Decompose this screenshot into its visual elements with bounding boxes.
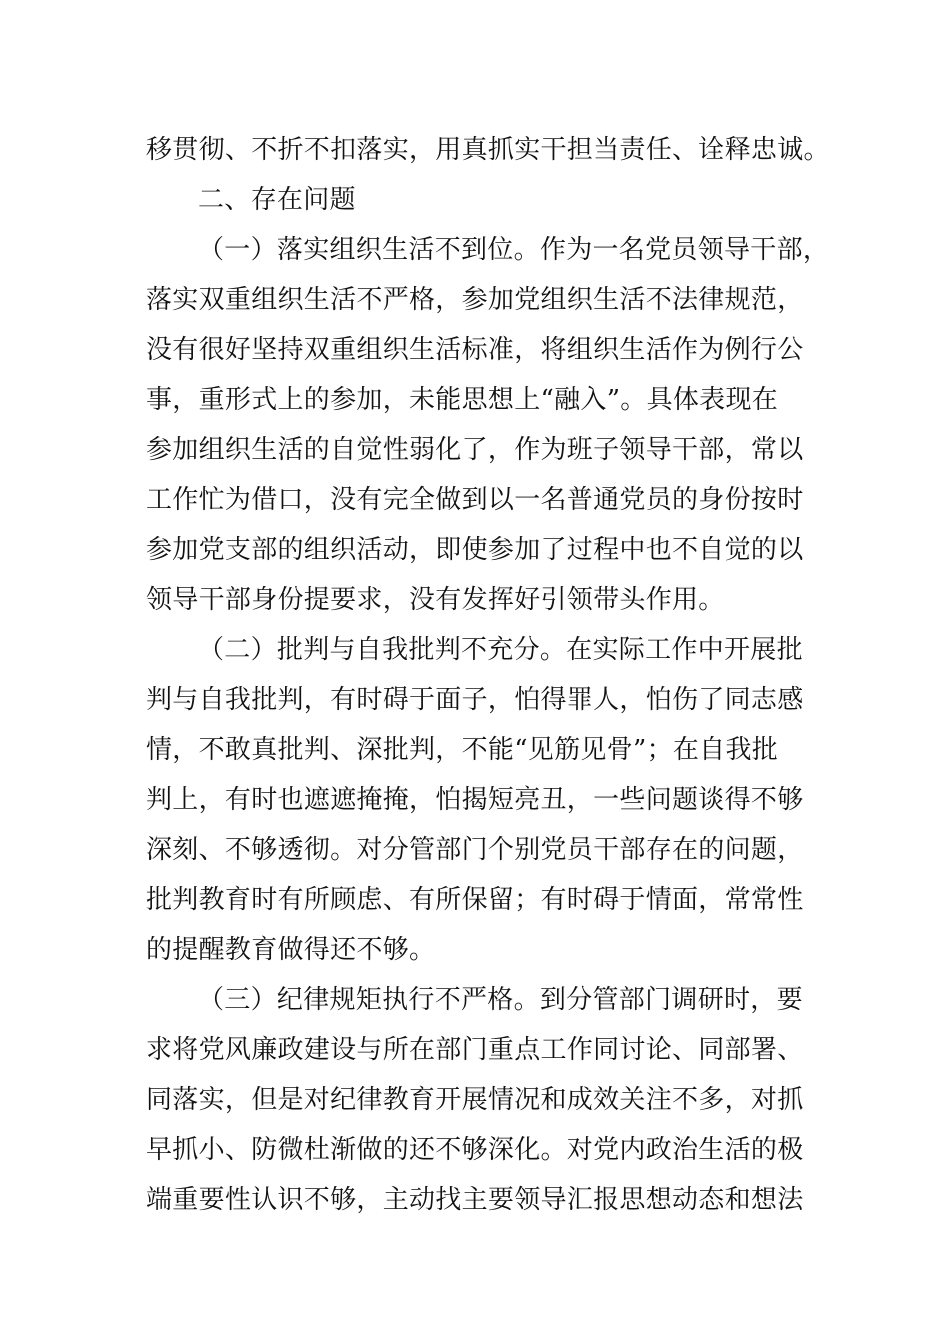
text-line-20: 同落实，但是对纪律教育开展情况和成效关注不多，对抓 bbox=[146, 1085, 804, 1115]
text-line-4: 落实双重组织生活不严格，参加党组织生活不法律规范， bbox=[146, 285, 804, 315]
text-line-13: 情，不敢真批判、深批判，不能“见筋见骨”；在自我批 bbox=[146, 735, 779, 765]
text-line-6: 事，重形式上的参加，未能思想上“融入”。具体表现在 bbox=[146, 385, 779, 415]
text-line-17: 的提醒教育做得还不够。 bbox=[146, 935, 436, 965]
text-line-1: 移贯彻、不折不扣落实，用真抓实干担当责任、诠释忠诚。 bbox=[146, 135, 830, 165]
text-line-8: 工作忙为借口，没有完全做到以一名普通党员的身份按时 bbox=[146, 485, 804, 515]
text-line-19: 求将党风廉政建设与所在部门重点工作同讨论、同部署、 bbox=[146, 1035, 804, 1065]
text-line-11: （二）批判与自我批判不充分。在实际工作中开展批 bbox=[198, 635, 803, 665]
text-line-14: 判上，有时也遮遮掩掩，怕揭短亮丑，一些问题谈得不够 bbox=[146, 785, 804, 815]
text-line-21: 早抓小、防微杜渐做的还不够深化。对党内政治生活的极 bbox=[146, 1135, 804, 1165]
text-line-3: （一）落实组织生活不到位。作为一名党员领导干部， bbox=[198, 235, 830, 265]
text-line-9: 参加党支部的组织活动，即使参加了过程中也不自觉的以 bbox=[146, 535, 804, 565]
text-line-10: 领导干部身份提要求，没有发挥好引领带头作用。 bbox=[146, 585, 725, 615]
text-line-22: 端重要性认识不够，主动找主要领导汇报思想动态和想法 bbox=[146, 1185, 804, 1215]
text-line-12: 判与自我批判，有时碍于面子，怕得罪人，怕伤了同志感 bbox=[146, 685, 804, 715]
section-heading-problems: 二、存在问题 bbox=[198, 185, 356, 215]
text-line-7: 参加组织生活的自觉性弱化了，作为班子领导干部，常以 bbox=[146, 435, 804, 465]
text-line-18: （三）纪律规矩执行不严格。到分管部门调研时，要 bbox=[198, 985, 803, 1015]
text-line-5: 没有很好坚持双重组织生活标准，将组织生活作为例行公 bbox=[146, 335, 804, 365]
text-line-15: 深刻、不够透彻。对分管部门个别党员干部存在的问题， bbox=[146, 835, 804, 865]
text-line-16: 批判教育时有所顾虑、有所保留；有时碍于情面，常常性 bbox=[146, 885, 804, 915]
